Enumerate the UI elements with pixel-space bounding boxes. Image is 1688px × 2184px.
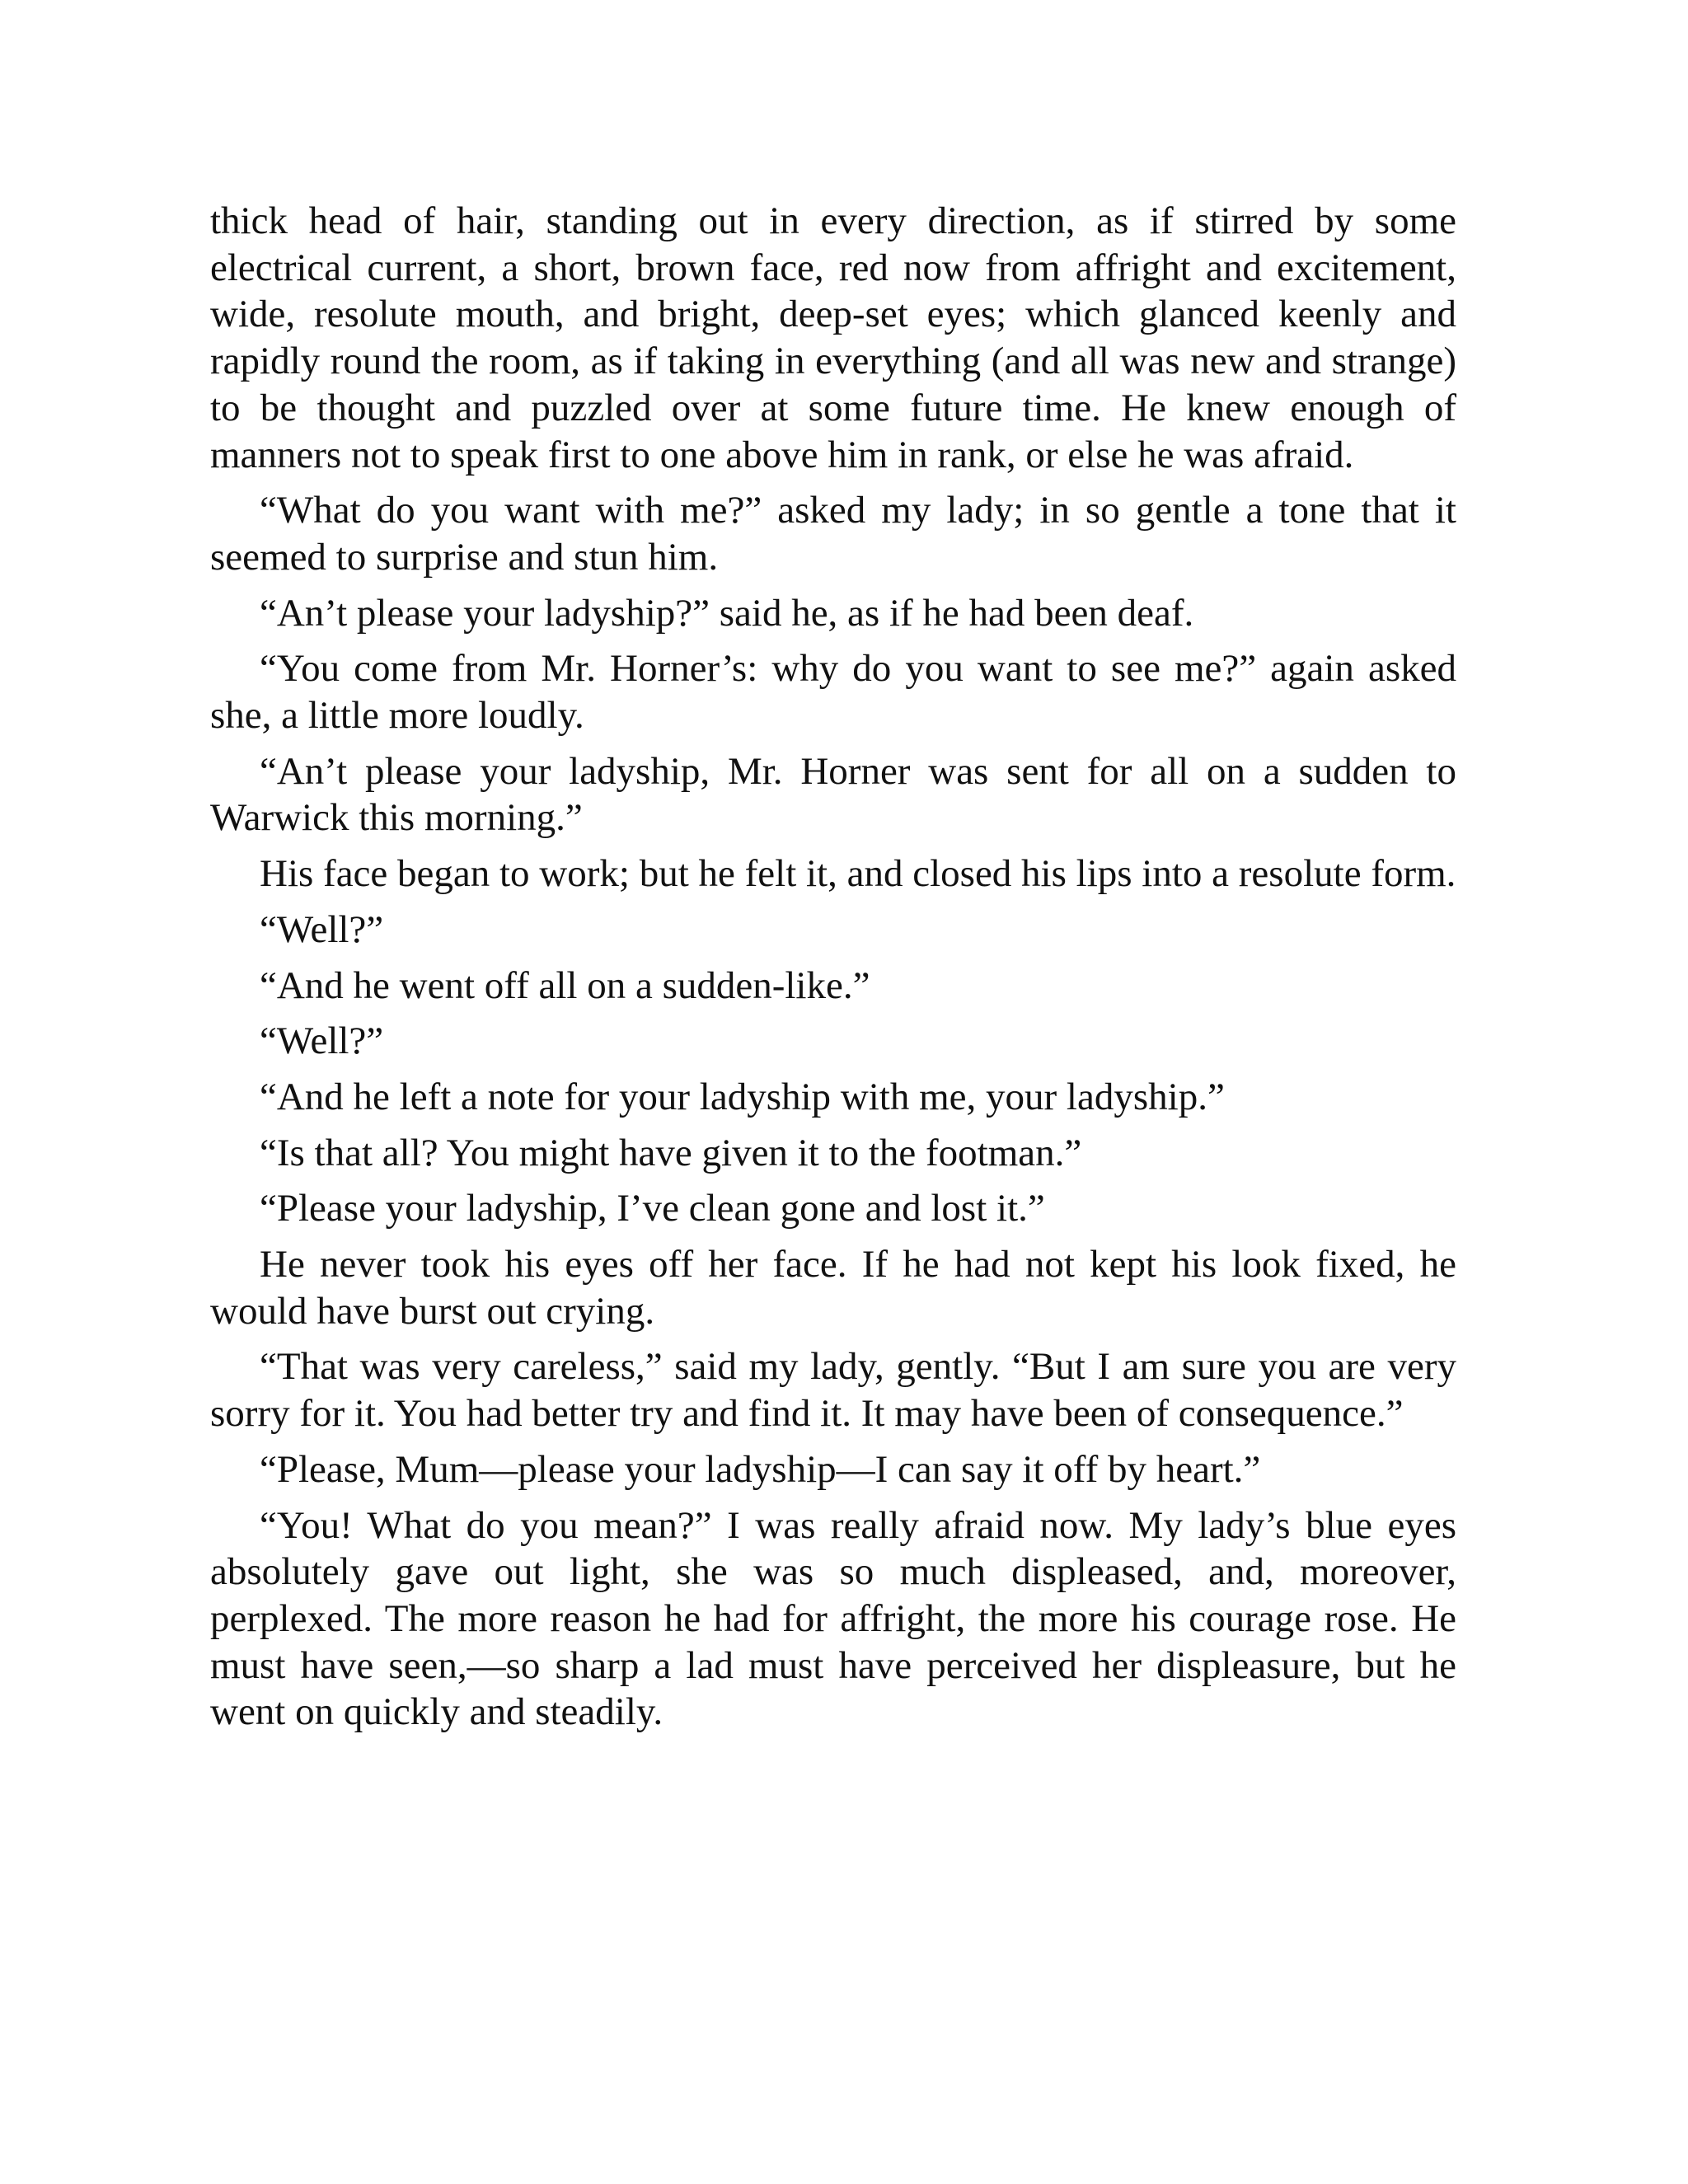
paragraph-15: “Please, Mum—please your ladyship—I can say it off by heart.” (260, 1447, 1261, 1491)
paragraph-11: “Is that all? You might have given it to the footman.” (260, 1131, 1082, 1174)
paragraph-12: “Please your ladyship, I’ve clean gone and lost it.” (260, 1187, 1045, 1230)
paragraph-2: “What do you want with me?” asked my lady; in so gentle a tone that it seemed to surprise and stun him. (210, 489, 1456, 579)
paragraph-3: “An’t please your ladyship?” said he, as if he had been deaf. (260, 591, 1194, 635)
paragraph-9: “Well?” (260, 1019, 384, 1063)
paragraph-6: His face began to work; but he felt it, and closed his lips into a resolute form. (260, 852, 1456, 896)
paragraph-10: “And he left a note for your ladyship with me, your ladyship.” (260, 1075, 1225, 1118)
paragraph-14: “That was very careless,” said my lady, gently. “But I am sure you are very sorry for it. You had better try and find it. It may have been of consequence.” (210, 1345, 1456, 1436)
paragraph-1: thick head of hair, standing out in every direction, as if stirred by some electrical current, a short, brown face, red now from affright and excitement, wide, resolute mouth, and bright, deep-set eyes; which glanced keenly and rapidly round the room, as if taking in everything (and all was new and strange) to be thought and puzzled over at some future time. He knew enough of manners not to speak first to one above him in rank, or else he was afraid. (210, 199, 1456, 476)
paragraph-4: “You come from Mr. Horner’s: why do you want to see me?” again asked she, a little more loudly. (210, 647, 1456, 738)
paragraph-8: “And he went off all on a sudden-like.” (260, 963, 870, 1007)
body-text (210, 198, 1456, 1745)
paragraph-16: “You! What do you mean?” I was really afraid now. My lady’s blue eyes absolutely gave out light, she was so much displeased, and, moreover, perplexed. The more reason he had for affright, the more his courage rose. He must have seen,—so sharp a lad must have perceived her displeasure, but he went on quickly and steadily. (210, 1503, 1456, 1734)
paragraph-13: He never took his eyes off her face. If he had not kept his look fixed, he would have burst out crying. (210, 1243, 1456, 1333)
paragraph-5: “An’t please your ladyship, Mr. Horner was sent for all on a sudden to Warwick this morning.” (210, 749, 1456, 840)
paragraph-7: “Well?” (260, 907, 384, 951)
